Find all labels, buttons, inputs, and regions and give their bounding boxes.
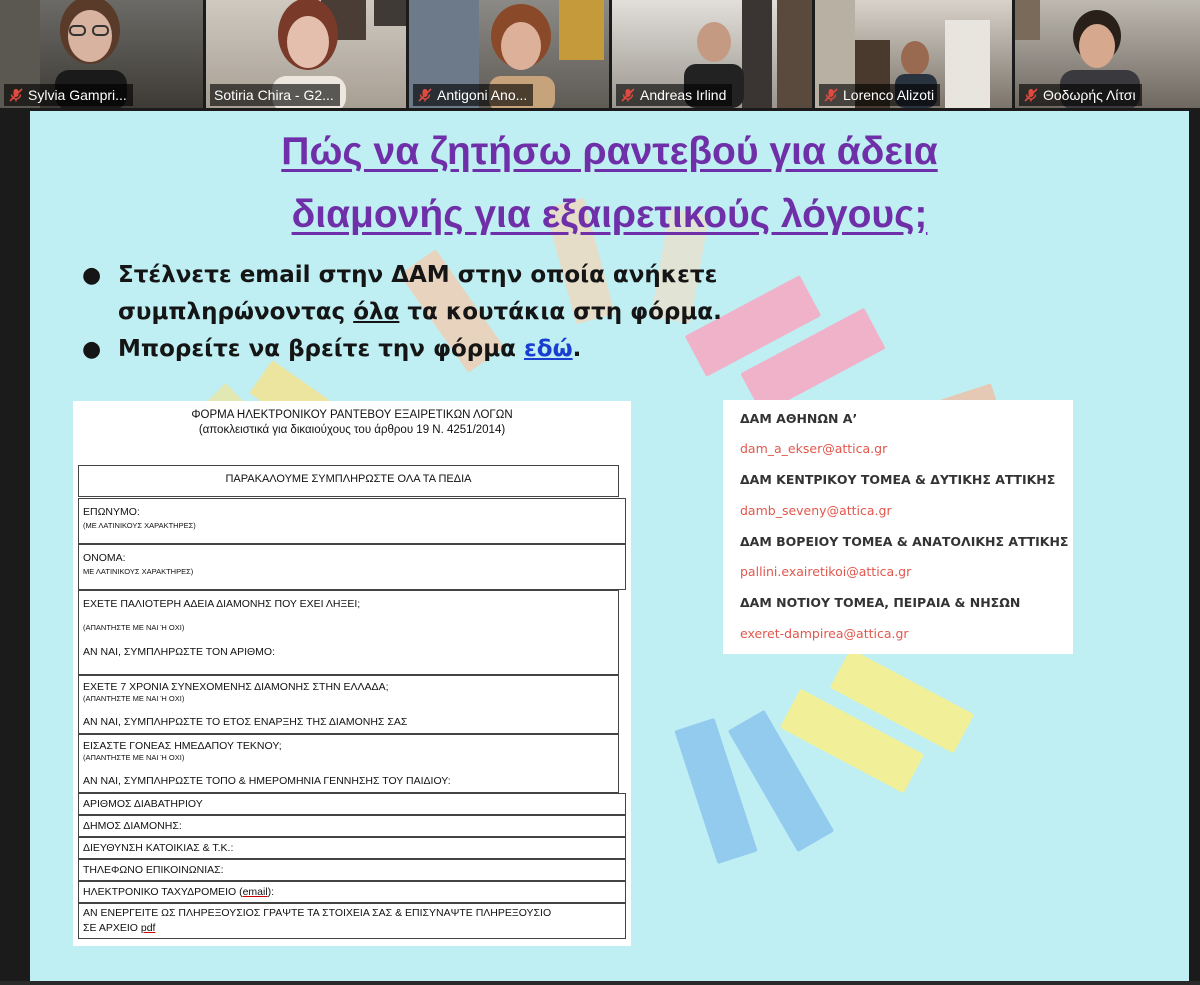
form-field-label — [83, 886, 274, 898]
participant-tile[interactable] — [815, 0, 1012, 108]
form-row-phone — [78, 859, 626, 881]
form-title: ΦΟΡΜΑ ΗΛΕΚΤΡΟΝΙΚΟΥ ΡΑΝΤΕΒΟΥ ΕΞΑΙΡΕΤΙΚΩΝ ΛΟΓΩΝ — [191, 409, 513, 421]
underlined-word: όλα — [353, 299, 400, 325]
form-row-parent — [78, 734, 619, 793]
form-header-text: ΠΑΡΑΚΑΛΟΥΜΕ ΣΥΜΠΛΗΡΩΣΤΕ ΟΛΑ ΤΑ ΠΕΔΙΑ — [225, 473, 472, 485]
participant-name: Θοδωρής Λίτσι — [1043, 87, 1136, 103]
bullet-text: Μπορείτε να βρείτε την φόρμα — [118, 336, 524, 362]
office-name: ΔΑΜ ΑΘΗΝΩΝ Α’ — [740, 411, 858, 426]
participant-name-bar — [4, 84, 133, 106]
form-field-note: (ΑΠΑΝΤΗΣΤΕ ΜΕ ΝΑΙ Ή ΟΧΙ) — [83, 623, 185, 632]
mic-muted-icon — [8, 87, 24, 103]
form-field-label: ΔΙΕΥΘΥΝΣΗ ΚΑΤΟΙΚΙΑΣ & Τ.Κ.: — [83, 842, 234, 854]
form-field-label: ΤΗΛΕΦΩΝΟ ΕΠΙΚΟΙΝΩΝΙΑΣ: — [83, 864, 224, 876]
form-field-label: ΑΝ ΝΑΙ, ΣΥΜΠΛΗΡΩΣΤΕ ΤΟΝ ΑΡΙΘΜΟ: — [83, 646, 275, 658]
participant-tile[interactable] — [612, 0, 812, 108]
bullet-text: συμπληρώνοντας — [118, 299, 354, 325]
form-field-label: ΕΧΕΤΕ 7 ΧΡΟΝΙΑ ΣΥΝΕΧΟΜΕΝΗΣ ΔΙΑΜΟΝΗΣ ΣΤΗΝ ΕΛΛΑΔΑ; — [83, 681, 389, 693]
shared-slide — [30, 111, 1189, 981]
form-field-note: (ΑΠΑΝΤΗΣΤΕ ΜΕ ΝΑΙ Ή ΟΧΙ) — [83, 694, 185, 703]
form-field-label: ΔΗΜΟΣ ΔΙΑΜΟΝΗΣ: — [83, 820, 182, 832]
form-subtitle: (αποκλειστικά για δικαιούχους του άρθρου 19 Ν. 4251/2014) — [198, 424, 506, 436]
form-row-address — [78, 837, 626, 859]
appointment-form-image — [73, 401, 631, 946]
participant-name-bar — [819, 84, 940, 106]
participant-tile[interactable] — [409, 0, 609, 108]
form-field-label: ΟΝΟΜΑ: — [83, 552, 126, 564]
form-row-proxy — [78, 903, 626, 939]
participant-name-bar — [413, 84, 533, 106]
form-field-label: ΕΙΣΑΣΤΕ ΓΟΝΕΑΣ ΗΜΕΔΑΠΟΥ ΤΕΚΝΟΥ; — [83, 740, 282, 752]
office-name: ΔΑΜ ΚΕΝΤΡΙΚΟΥ ΤΟΜΕΑ & ΔΥΤΙΚΗΣ ΑΤΤΙΚΗΣ — [740, 472, 1056, 487]
slide-title: Πώς να ζητήσω ραντεβού για άδεια — [281, 130, 938, 173]
mic-muted-icon — [620, 87, 636, 103]
form-field-label: ΑΝ ΕΝΕΡΓΕΙΤΕ ΩΣ ΠΛΗΡΕΞΟΥΣΙΟΣ ΓΡΑΨΤΕ ΤΑ ΣΤΟΙΧΕΙΑ ΣΑΣ & ΕΠΙΣΥΝΑΨΤΕ ΠΛΗΡΕΞΟΥΣΙΟ — [83, 907, 552, 919]
form-field-label — [83, 922, 155, 934]
office-name: ΔΑΜ ΒΟΡΕΙΟΥ ΤΟΜΕΑ & ΑΝΑΤΟΛΙΚΗΣ ΑΤΤΙΚΗΣ — [740, 534, 1069, 549]
office-email: dam_a_ekser@attica.gr — [740, 441, 888, 456]
mic-muted-icon — [1023, 87, 1039, 103]
bullet-text: Στέλνετε email στην ΔΑΜ στην οποία ανήκετε — [118, 262, 718, 288]
form-row-email — [78, 881, 626, 903]
bullet-list — [82, 257, 1162, 368]
participant-strip — [0, 0, 1200, 108]
participant-tile[interactable] — [0, 0, 203, 108]
office-name: ΔΑΜ ΝΟΤΙΟΥ ΤΟΜΕΑ, ΠΕΙΡΑΙΑ & ΝΗΣΩΝ — [740, 595, 1021, 610]
form-field-note: (ΜΕ ΛΑΤΙΝΙΚΟΥΣ ΧΑΡΑΚΤΗΡΕΣ) — [83, 521, 196, 530]
contact-list — [723, 400, 1073, 654]
participant-name-bar — [616, 84, 732, 106]
form-row-passport — [78, 793, 626, 815]
bullet-text: . — [572, 336, 582, 362]
bullet-glyph: ● — [82, 337, 102, 362]
participant-tile-active-speaker[interactable] — [206, 0, 406, 108]
form-field-label-word: email — [242, 886, 268, 898]
form-field-label: ΕΧΕΤΕ ΠΑΛΙΟΤΕΡΗ ΑΔΕΙΑ ΔΙΑΜΟΝΗΣ ΠΟΥ ΕΧΕΙ ΛΗΞΕΙ; — [83, 598, 361, 610]
form-row-previous-permit — [78, 590, 619, 675]
bullet-item — [82, 257, 1162, 331]
form-field-label-text: ΗΛΕΚΤΡΟΝΙΚΟ ΤΑΧΥΔΡΟΜΕΙΟ ( — [83, 886, 243, 898]
form-field-label: ΕΠΩΝΥΜΟ: — [83, 506, 140, 518]
form-field-note: ΜΕ ΛΑΤΙΝΙΚΟΥΣ ΧΑΡΑΚΤΗΡΕΣ) — [83, 567, 194, 576]
participant-name: Sylvia Gampri... — [28, 87, 127, 103]
mic-muted-icon — [823, 87, 839, 103]
form-row-municipality — [78, 815, 626, 837]
participant-name-bar — [210, 84, 340, 106]
form-field-label: ΑΝ ΝΑΙ, ΣΥΜΠΛΗΡΩΣΤΕ ΤΟΠΟ & ΗΜΕΡΟΜΗΝΙΑ ΓΕΝΝΗΣΗΣ ΤΟΥ ΠΑΙΔΙΟΥ: — [83, 775, 451, 787]
form-field-note: (ΑΠΑΝΤΗΣΤΕ ΜΕ ΝΑΙ Ή ΟΧΙ) — [83, 753, 185, 762]
form-row-surname — [78, 498, 626, 544]
form-field-label: ΑΡΙΘΜΟΣ ΔΙΑΒΑΤΗΡΙΟΥ — [83, 798, 203, 810]
participant-name: Sotiria Chira - G2... — [214, 87, 334, 103]
participant-name: Lorenco Alizoti — [843, 87, 935, 103]
form-field-label: ΑΝ ΝΑΙ, ΣΥΜΠΛΗΡΩΣΤΕ ΤΟ ΕΤΟΣ ΕΝΑΡΞΗΣ ΤΗΣ ΔΙΑΜΟΝΗΣ ΣΑΣ — [83, 716, 408, 728]
participant-name: Antigoni Ano... — [437, 87, 528, 103]
participant-name-bar — [1019, 84, 1142, 106]
window-bottom-edge — [0, 981, 1200, 985]
form-field-label-word: pdf — [140, 922, 156, 934]
mic-muted-icon — [417, 87, 433, 103]
form-link[interactable]: εδώ — [523, 336, 573, 362]
participant-name: Andreas Irlind — [640, 87, 727, 103]
slide-title-line2: διαμονής για εξαιρετικούς λόγους; — [291, 193, 928, 236]
office-email: exeret-dampirea@attica.gr — [740, 626, 909, 641]
form-row-seven-years — [78, 675, 619, 734]
form-header-row — [78, 465, 619, 497]
bullet-glyph: ● — [82, 263, 102, 288]
office-email: damb_seveny@attica.gr — [740, 503, 892, 518]
bullet-text: τα κουτάκια στη φόρμα. — [399, 299, 722, 325]
form-field-label-text: ΣΕ ΑΡΧΕΙΟ — [83, 922, 141, 934]
bullet-item — [82, 331, 1162, 368]
office-email: pallini.exairetikoi@attica.gr — [740, 564, 912, 579]
form-field-label-text: ): — [267, 886, 275, 898]
form-row-name — [78, 544, 626, 590]
participant-tile[interactable] — [1015, 0, 1200, 108]
